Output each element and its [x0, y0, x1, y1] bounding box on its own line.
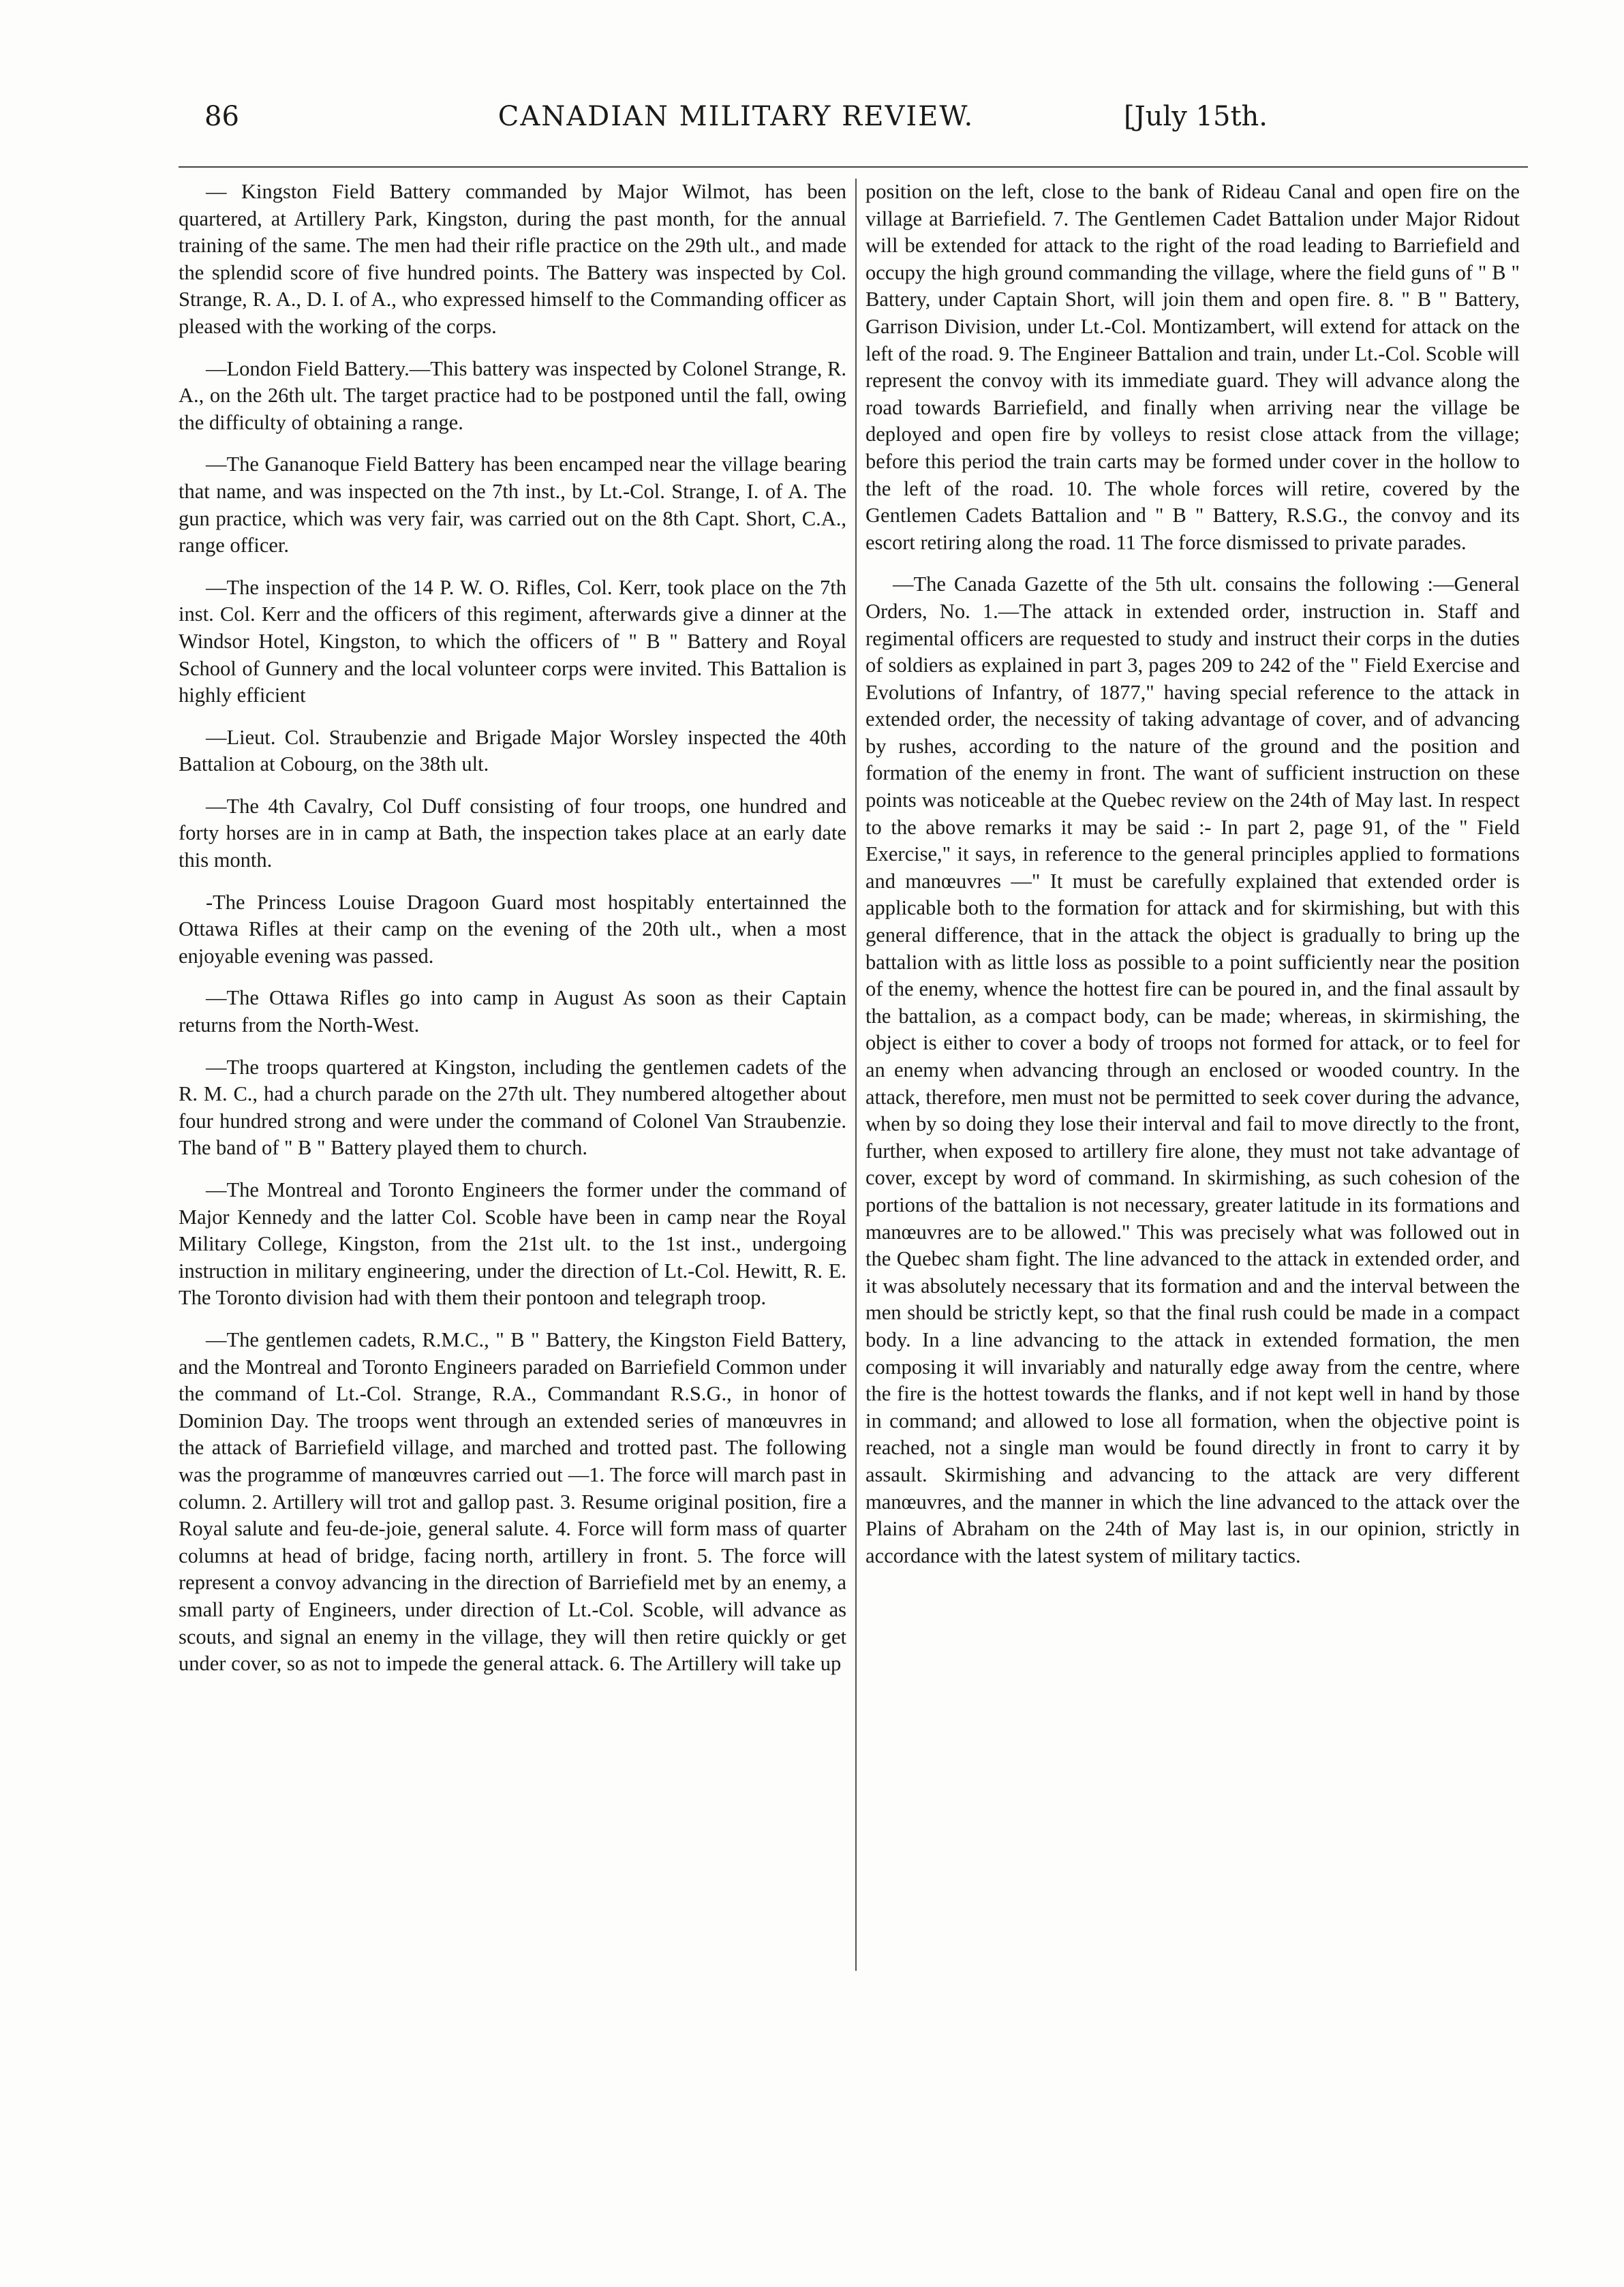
news-item-dominion-day-parade: —The gentlemen cadets, R.M.C., " B " Battery, the Kingston Field Battery, and the Montreal and Toronto Engineers paraded on Barriefield Common under the command of Lt.-Col. Strange, R.A., Commandant R.S.G., in honor of Dominion Day. The troops went through an extended series of manœuvres in the attack of Barriefield village, and marched and trotted past. The following was the programme of manœuvres carried out —1. The force will march past in column. 2. Artillery will trot and gallop past. 3. Resume original position, fire a Royal salute and feu-de-joie, general salute. 4. Force will form mass of quarter columns at head of bridge, facing north, artillery in front. 5. The force will represent a convoy advancing in the direction of Barriefield met by an enemy, a small party of Engineers, under direction of Lt.-Col. Scoble, will advance as scouts, and signal an enemy in the village, they will then retire quickly or get under cover, so as not to impede the general attack. 6. The Artillery will take up [179, 1327, 846, 1676]
news-item-canada-gazette-general-orders: —The Canada Gazette of the 5th ult. consains the following :—General Orders, No. 1.—The attack in extended order, instruction in. Staff and regimental officers are requested to study and instruct their corps in the duties of soldiers as explained in part 3, pages 209 to 242 of the " Field Exercise and Evolutions of Infantry, of 1877," having special reference to the attack in extended order, the necessity of taking advantage of cover, and of advancing by rushes, according to the nature of the ground and the position and formation of the enemy in front. The want of sufficient instruction on these points was noticeable at the Quebec review on the 24th of May last. In respect to the above remarks it may be said :- In part 2, page 91, of the " Field Exercise," it says, in reference to the general principles applied to formations and manœuvres —" It must be carefully explained that extended order is applicable both to the formation for attack and for skirmishing, but with this general difference, that in the attack the object is gradually to bring up the battalion with as little loss as possible to a point sufficiently near the position of the enemy, whence the hottest fire can be poured in, and the final assault by the battalion, as a compact body, can be made; whereas, in skirmishing, the object is either to cover a body of troops not formed for attack, or to feel for an enemy when advancing through an enclosed or wooded country. In the attack, therefore, men must not be permitted to seek cover during the advance, when by so doing they lose their interval and fail to move directly to the front, further, when exposed to artillery fire alone, they must not take advantage of cover, except by word of command. In skirmishing, as such cohesion of the portions of the battalion is not necessary, greater latitude in its formations and manœuvres are to be allowed." This was precisely what was followed out in the Quebec sham fight. The line advanced to the attack in extended order, and it was absolutely necessary that its formation and and the interval between the men should be strictly kept, so that the final rush could be made in a compact body. In a line advancing to the attack in extended formation, the men composing it will invariably and naturally edge away from the centre, where the fire is the hottest towards the flanks, and if not kept well in hand by those in command; and allowed to lose all formation, when the objective point is reached, not a single man would be found directly in front to carry it by assault. Skirmishing and advancing to the attack are very different manœuvres, and the manner in which the line advanced to the attack over the Plains of Abraham on the 24th of May last is, in our opinion, strictly in accordance with the latest system of military tactics. [865, 572, 1520, 1567]
news-item-montreal-toronto-engineers: —The Montreal and Toronto Engineers the former under the command of Major Kennedy and the latter Col. Scoble have been in camp near the Royal Military College, Kingston, from the 21st ult. to the 1st inst., undergoing instruction in military engineering, under the direction of Lt.-Col. Hewitt, R. E. The Toronto division had with them their pontoon and telegraph troop. [179, 1178, 846, 1310]
news-item-kingston-church-parade: —The troops quartered at Kingston, including the gentlemen cadets of the R. M. C., had a church parade on the 27th ult. They numbered altogether about four hundred strong and were under the command of Colonel Van Straubenzie. The band of " B " Battery played them to church. [179, 1055, 846, 1160]
right-column [865, 179, 1520, 1584]
left-column [179, 179, 846, 1693]
page-header [204, 101, 1268, 155]
news-item-london-field-battery: —London Field Battery.—This battery was inspected by Colonel Strange, R. A., on the 26th ult. The target practice had to be postponed until the fall, owing the difficulty of obtaining a range. [179, 356, 846, 434]
news-item-kingston-field-battery: — Kingston Field Battery commanded by Major Wilmot, has been quartered, at Artillery Park, Kingston, during the past month, for the annual training of the same. The men had their rifle practice on the 29th ult., and made the splendid score of five hundred points. The Battery was inspected by Col. Strange, R. A., D. I. of A., who expressed himself to the Commanding officer as pleased with the working of the corps. [179, 180, 846, 338]
news-item-princess-louise-dragoons: -The Princess Louise Dragoon Guard most hospitably entertainned the Ottawa Rifles at their camp on the evening of the 20th ult., when a most enjoyable evening was passed. [179, 890, 846, 968]
header-rule [179, 166, 1528, 168]
journal-title: CANADIAN MILITARY REVIEW. [497, 101, 975, 132]
news-item-14th-rifles-inspection: —The inspection of the 14 P. W. O. Rifles, Col. Kerr, took place on the 7th inst. Col. Kerr and the officers of this regiment, afterwards give a dinner at the Windsor Hotel, Kingston, to which the officers of " B " Battery and Royal School of Gunnery and the local volunteer corps were invited. This Battalion is highly efficient [179, 575, 846, 707]
news-item-dominion-day-parade-continued: position on the left, close to the bank of Rideau Canal and open fire on the village at Barriefield. 7. The Gentlemen Cadet Battalion under Major Ridout will be extended for attack to the right of the road leading to Barriefield and occupy the high ground commanding the village, where the field guns of " B " Battery, under Captain Short, will join them and open fire. 8. " B " Battery, Garrison Division, under Lt.-Col. Montizambert, will extend for attack on the left of the road. 9. The Engineer Battalion and train, under Lt.-Col. Scoble will represent the convoy with its immediate guard. They will advance along the road towards Barriefield, and finally when arriving near the village be deployed and open fire by volleys to resist close attack from the village; before this period the train carts may be formed under cover in the hollow to the left of the road. 10. The whole forces will retire, covered by the Gentlemen Cadets Battalion and " B " Battery, R.S.G., the convoy and its escort retiring along the road. 11 The force dismissed to private parades. [865, 180, 1520, 554]
news-item-gananoque-field-battery: —The Gananoque Field Battery has been encamped near the village bearing that name, and was inspected on the 7th inst., by Lt.-Col. Strange, I. of A. The gun practice, which was very fair, was carried out on the 8th Capt. Short, C.A., range officer. [179, 452, 846, 557]
news-item-40th-battalion: —Lieut. Col. Straubenzie and Brigade Major Worsley inspected the 40th Battalion at Cobourg, on the 38th ult. [179, 725, 846, 776]
news-item-ottawa-rifles: —The Ottawa Rifles go into camp in August As soon as their Captain returns from the North-West. [179, 986, 846, 1037]
news-item-4th-cavalry: —The 4th Cavalry, Col Duff consisting of four troops, one hundred and forty horses are in in camp at Bath, the inspection takes place at an early date this month. [179, 794, 846, 872]
column-divider [855, 179, 857, 1971]
issue-date: [July 15th. [1124, 101, 1268, 132]
page-number: 86 [204, 101, 239, 132]
